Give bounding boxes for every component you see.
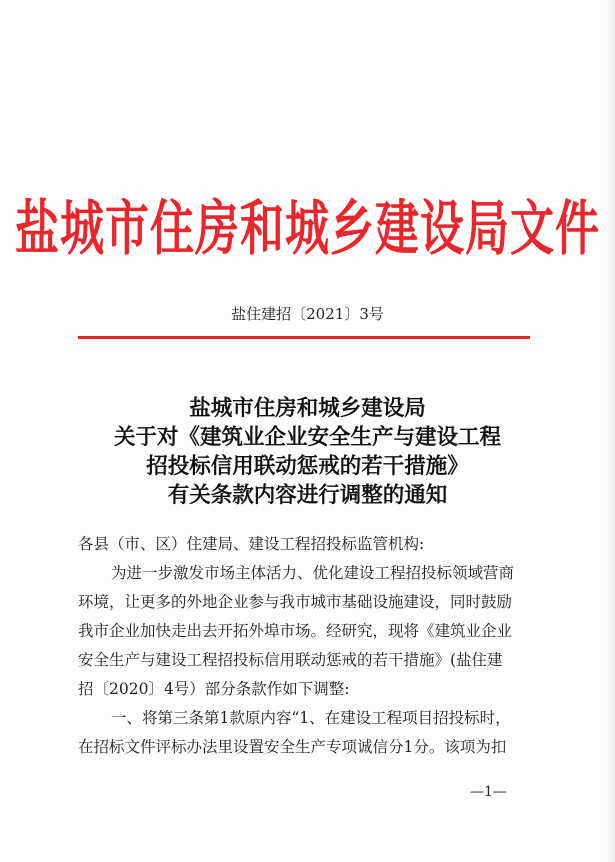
notice-title [0,394,615,510]
title-line: 盐城市住房和城乡建设局 [189,396,426,421]
body-line: 一、将第三条第1款原内容“1、在建设工程项目招投标时， [111,709,511,727]
agency-header-title: 盐城市住房和城乡建设局文件 [15,194,600,264]
red-divider-line [78,336,530,339]
document-number: 盐住建招〔2021〕3号 [231,305,384,323]
body-line: 环境，让更多的外地企业参与我市城市基础设施建设，同时鼓励 [78,593,513,611]
title-line: 有关条款内容进行调整的通知 [167,483,448,508]
notice-body [78,530,532,762]
page-number: —1— [470,784,507,800]
body-line: 招〔2020〕4号）部分条款作如下调整: [78,680,350,698]
body-line: 为进一步激发市场主体活力、优化建设工程招投标领域营商 [111,564,515,582]
body-line: 我市企业加快走出去开拓外埠市场。经研究，现将《建筑业企业 [78,622,513,640]
body-line: 安全生产与建设工程招投标信用联动惩戒的若干措施》(盐住建 [78,651,503,669]
title-line: 关于对《建筑业企业安全生产与建设工程 [113,425,501,450]
title-line: 招投标信用联动惩戒的若干措施》 [146,454,469,479]
addressee-line: 各县（市、区）住建局、建设工程招投标监管机构: [78,535,425,553]
body-line: 在招标文件评标办法里设置安全生产专项诚信分1分。该项为扣 [78,738,507,756]
